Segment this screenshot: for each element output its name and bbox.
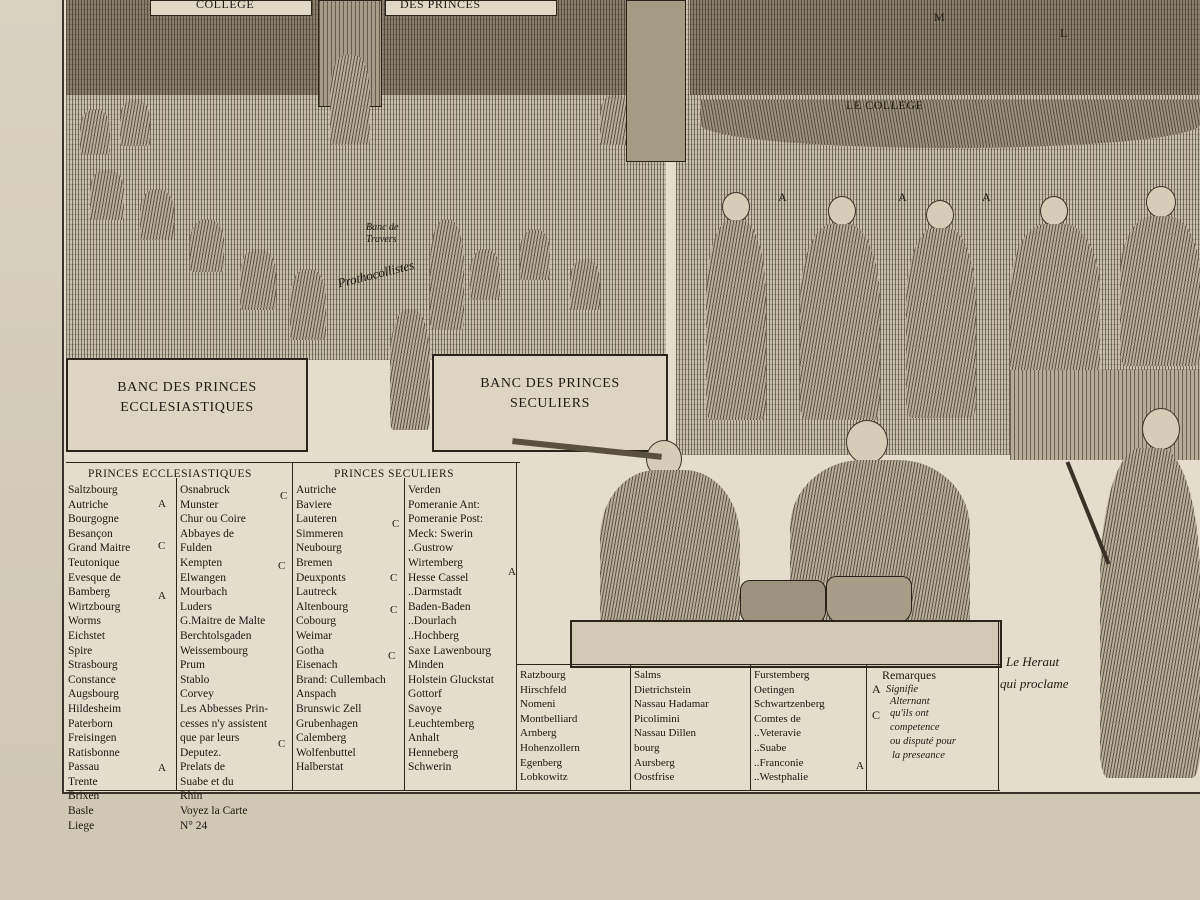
brace-letter: C [392,518,400,530]
list-counts-3 [754,668,825,785]
list-item: Worms [68,615,101,628]
banc-ecclesiastiques-line1: BANC DES PRINCES [117,380,257,395]
list-item: Nomeni [520,698,556,711]
list-item: Nassau Hadamar [634,698,709,711]
protocollistes-label: Prothocollistes [336,257,416,291]
brace-letter: A [856,760,864,772]
remarques-box [868,666,996,788]
draped-garland [700,100,1200,148]
college-label: COLLEGE [196,0,255,11]
remarques-title: Remarques [882,668,936,682]
brace-letter: C [280,490,288,502]
upper-balcony [690,0,1200,95]
list-item: Salms [634,669,661,681]
list-item: N° 24 [180,819,208,832]
list-item: Besançon [68,527,113,540]
letter-l: L [1060,26,1068,40]
list-item: Ratzbourg [520,669,566,681]
list-item: Wolfenbuttel [296,746,356,759]
remarques-a-text2: Alternant [890,696,930,707]
list-item: Fulden [180,542,212,555]
list-item: Chur ou Coire [180,513,246,526]
list-item: Meck: Swerin [408,527,473,540]
list-item: Holstein Gluckstat [408,673,494,686]
list-item: Montbelliard [520,712,578,725]
brace-letter: A [158,762,166,774]
list-item: Pomeranie Post: [408,513,484,526]
list-item: Egenberg [520,756,562,769]
list-item: Oostfrise [634,771,675,784]
letter-a-1: A [778,190,787,204]
list-item: Halberstat [296,761,344,774]
list-item: Aursberg [634,756,675,769]
list-item: Liege [68,819,95,832]
herald-caption-1: Le Heraut [1006,654,1060,669]
list-item: Voyez la Carte [180,805,248,818]
canopy-pillar [626,0,686,162]
list-item: Bourgogne [68,513,119,526]
list-item: Neubourg [296,542,342,555]
list-item: Ratisbonne [68,746,120,759]
list-item: Furstemberg [754,669,810,681]
brace-letter: A [158,498,166,510]
list-item: Luders [180,600,212,613]
brace-letter: C [390,604,398,616]
remarques-c-text3: ou disputé pour [890,736,956,747]
list-item: Brunswic Zell [296,702,362,715]
herald-caption-2: qui proclame [1000,676,1069,691]
list-ecclesiastiques-2 [180,483,268,833]
list-item: Lauteren [296,513,337,526]
list-item: ..Veteravie [754,727,802,740]
list-item: Saltzbourg [68,484,118,496]
remarques-a-text1: Signifie [886,684,919,695]
list-item: Rhin [180,790,203,803]
brace-letter: C [388,650,396,662]
list-item: ..Dourlach [408,615,457,628]
list-item: Deputez. [180,746,222,759]
list-item: bourg [634,741,660,754]
list-item: Suabe et du [180,775,234,788]
list-item: Hesse Cassel [408,571,469,584]
list-item: Hildesheim [68,702,122,715]
list-item: Lautreck [296,586,337,599]
list-item: Anhalt [408,732,440,745]
list-item: Arnberg [520,727,557,740]
list-counts-1 [520,668,580,785]
list-item: Anspach [296,688,337,701]
list-item: Stablo [180,673,210,686]
list-item: Weissembourg [180,644,248,657]
banc-ecclesiastiques [66,358,308,452]
header-ecclesiastiques: PRINCES ECCLESIASTIQUES [88,468,252,480]
list-item: Deuxponts [296,571,346,584]
letter-m: M [934,10,945,24]
remarques-c-letter: C [872,708,881,722]
list-item: Hohenzollern [520,741,580,754]
brace-letter: C [278,560,286,572]
list-item: Prum [180,659,205,672]
list-item: Berchtolsgaden [180,629,252,642]
list-item: Simmeren [296,527,344,540]
remarques-c-text2: competence [890,722,940,733]
des-princes-label: DES PRINCES [400,0,481,11]
list-item: ..Westphalie [754,771,809,784]
list-ecclesiastiques-1 [68,483,130,833]
list-item: Wirtzbourg [68,600,121,613]
list-item: ..Suabe [754,741,787,754]
list-item: Brixen [68,790,100,803]
list-item: Brand: Cullembach [296,673,386,686]
list-item: Henneberg [408,746,459,759]
letter-a-3: A [982,190,991,204]
list-item: Eisenach [296,659,338,672]
list-item: Teutonique [68,556,120,569]
list-item: Gotha [296,644,325,657]
list-item: Dietrichstein [634,683,691,696]
list-item: Schwerin [408,761,452,774]
list-item: Basle [68,805,94,818]
list-item: G.Maitre de Malte [180,615,266,628]
list-seculiers-1 [296,483,386,775]
list-item: Baden-Baden [408,600,471,613]
list-item: Minden [408,659,444,672]
list-item: Gottorf [408,688,442,701]
list-item: Altenbourg [296,600,349,613]
list-item: cesses n'y assistent [180,717,268,730]
list-item: Comtes de [754,712,801,725]
banc-de-travers-label-1: Banc de [366,222,399,233]
list-item: Verden [408,484,441,496]
list-item: Nassau Dillen [634,727,697,740]
list-item: Constance [68,673,116,686]
list-item: Paterborn [68,717,113,730]
brace-letter: C [390,572,398,584]
list-item: Grand Maitre [68,542,131,555]
le-college-label: LE COLLEGE [846,98,924,112]
list-seculiers-2 [408,483,494,775]
brace-letter: A [158,590,166,602]
list-item: Hirschfeld [520,683,567,696]
list-item: Evesque de [68,571,121,584]
header-seculiers: PRINCES SECULIERS [334,468,455,480]
list-item: Schwartzenberg [754,698,825,711]
list-item: Cobourg [296,615,337,628]
remarques-a-letter: A [872,682,881,696]
list-item: Savoye [408,702,442,715]
musicians-balcony [570,620,1002,668]
list-item: Passau [68,761,100,774]
brace-letter: C [278,738,286,750]
banc-seculiers [432,354,668,452]
remarques-c-text1: qu'ils ont [890,708,929,719]
list-item: Prelats de [180,761,226,774]
list-item: Leuchtemberg [408,717,475,730]
list-item: Saxe Lawenbourg [408,644,492,657]
list-item: ..Darmstadt [408,586,462,599]
list-item: Bamberg [68,586,110,599]
list-item: Spire [68,644,93,657]
list-item: Picolimini [634,712,680,725]
brace-letter: A [508,566,516,578]
remarques-c-text4: la preseance [892,750,945,761]
list-item: Pomeranie Ant: [408,498,480,511]
letter-a-2: A [898,190,907,204]
list-item: ..Hochberg [408,629,459,642]
list-item: ..Franconie [754,756,804,769]
list-item: Corvey [180,688,214,701]
list-item: Eichstet [68,629,106,642]
list-item: Kempten [180,556,223,569]
list-item: Munster [180,498,219,511]
list-item: Mourbach [180,586,228,599]
list-item: Oetingen [754,683,795,696]
list-item: Freisingen [68,732,117,745]
list-item: Les Abbesses Prin- [180,702,269,715]
banc-ecclesiastiques-line2: ECCLESIASTIQUES [120,400,254,415]
list-item: Calemberg [296,732,347,745]
list-item: Bremen [296,556,333,569]
list-item: que par leurs [180,732,240,745]
list-item: Autriche [296,484,337,496]
list-item: Wirtemberg [408,556,463,569]
list-item: Osnabruck [180,484,230,496]
list-item: Elwangen [180,571,226,584]
list-item: Weimar [296,629,333,642]
list-item: Autriche [68,498,109,511]
list-item: Strasbourg [68,659,118,672]
banc-seculiers-line2: SECULIERS [509,396,591,411]
list-item: Baviere [296,498,332,511]
list-item: Augsbourg [68,688,119,701]
list-item: Lobkowitz [520,771,568,784]
list-item: Trente [68,775,98,788]
list-item: Abbayes de [180,527,234,540]
brace-letter: C [158,540,166,552]
list-item: Grubenhagen [296,717,358,730]
banc-de-travers-label-2: Travers [366,234,397,245]
list-item: ..Gustrow [408,542,454,555]
banc-seculiers-line1: BANC DES PRINCES [480,376,620,391]
list-counts-2 [634,668,709,785]
